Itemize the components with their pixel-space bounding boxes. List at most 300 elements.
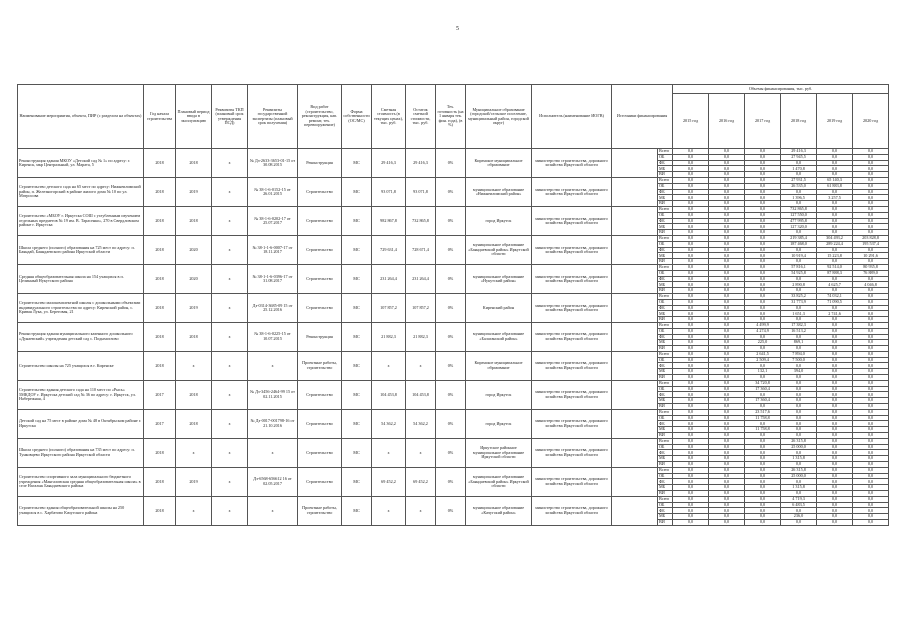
row-value: 0,0 [745, 149, 781, 155]
row-value: 0,0 [709, 375, 745, 381]
row-value: 0,0 [781, 201, 817, 207]
row-source-label: ОБ [658, 154, 673, 160]
row-value: 0,0 [673, 247, 709, 253]
row-value: 0,0 [817, 201, 853, 207]
row-value: 0,0 [817, 456, 853, 462]
row-value: 0,0 [673, 166, 709, 172]
row-source-label: ВИ [658, 201, 673, 207]
row-readiness: 0% [436, 149, 466, 178]
row-value: 0,0 [745, 317, 781, 323]
row-value: 0,0 [673, 224, 709, 230]
row-value: 0,0 [745, 183, 781, 189]
row-value: 0,0 [673, 212, 709, 218]
row-value: 0,0 [817, 351, 853, 357]
row-spacer [612, 438, 658, 467]
row-source-label: Всего [658, 467, 673, 473]
row-value: 0,0 [853, 392, 889, 398]
row-value: 0,0 [673, 514, 709, 520]
row-value: 0,0 [673, 485, 709, 491]
row-value: 127 550,0 [781, 212, 817, 218]
row-value: 0,0 [781, 380, 817, 386]
row-value: 0,0 [709, 149, 745, 155]
row-value: 0,0 [673, 328, 709, 334]
header-volume: Объемы финансирования, тыс. руб. [673, 85, 889, 94]
row-value: 0,0 [817, 154, 853, 160]
row-value: 0,0 [673, 218, 709, 224]
row-value: 6 483,5 [781, 502, 817, 508]
row-value: 0,0 [709, 305, 745, 311]
row-year-start: 2018 [144, 149, 176, 178]
row-value: 0,0 [853, 421, 889, 427]
row-work-type: Реконструкция [298, 149, 342, 178]
row-source-label: МБ [658, 166, 673, 172]
row-value: 289 224,4 [817, 241, 853, 247]
row-ownership: МС [342, 293, 372, 322]
row-year-end: х [176, 496, 212, 525]
row-work-type: Реконструкция [298, 322, 342, 351]
row-value: 0,0 [817, 357, 853, 363]
row-cost: 107 857,2 [372, 293, 406, 322]
row-value: 0,0 [817, 404, 853, 410]
row-value: 0,0 [817, 259, 853, 265]
row-value: 0,0 [817, 398, 853, 404]
row-value: 0,0 [673, 183, 709, 189]
row-value: 0,0 [817, 247, 853, 253]
row-source-label: ВИ [658, 288, 673, 294]
row-value: 0,0 [853, 340, 889, 346]
row-value: 0,0 [709, 485, 745, 491]
row-spacer [612, 496, 658, 525]
row-value: 0,0 [709, 183, 745, 189]
row-gos: № 38-1-1-6-0396-17 от 31.08.2017 [248, 264, 298, 293]
row-cost: 231 264,4 [372, 264, 406, 293]
row-value: 0,0 [745, 473, 781, 479]
row-source-label: ВИ [658, 346, 673, 352]
row-value: 0,0 [673, 467, 709, 473]
row-value: 0,0 [781, 189, 817, 195]
row-value: 0,0 [709, 520, 745, 526]
row-value: 0,0 [781, 421, 817, 427]
row-value: 0,0 [817, 514, 853, 520]
row-source-label: Всего [658, 351, 673, 357]
row-value: 0,0 [817, 491, 853, 497]
row-work-type: Строительство [298, 264, 342, 293]
row-executor: министерство строительства, дорожного хозяйства Иркутской области [532, 264, 612, 293]
header-year-2015: 2015 год [673, 94, 709, 149]
row-source-label: Всего [658, 380, 673, 386]
row-ttk: х [212, 264, 248, 293]
row-source-label: Всего [658, 149, 673, 155]
row-value: 0,0 [709, 450, 745, 456]
row-spacer [612, 322, 658, 351]
row-value: 0,0 [781, 247, 817, 253]
row-executor: министерство строительства, дорожного хозяйства Иркутской области [532, 496, 612, 525]
row-source-label: Всего [658, 322, 673, 328]
row-value: 0,0 [709, 502, 745, 508]
row-value: 0,0 [781, 386, 817, 392]
row-source-label: ОБ [658, 299, 673, 305]
row-value: 0,0 [673, 334, 709, 340]
row-value: 80 935,8 [853, 264, 889, 270]
row-value: 1 470,8 [781, 166, 817, 172]
row-year-end: 2018 [176, 380, 212, 409]
row-ttk: х [212, 496, 248, 525]
row-value: 0,0 [709, 392, 745, 398]
row-value: 0,0 [745, 375, 781, 381]
row-value: 0,0 [673, 206, 709, 212]
row-value: 0,0 [853, 299, 889, 305]
row-value: 0,0 [853, 230, 889, 236]
row-value: 0,0 [709, 421, 745, 427]
row-value: 0,0 [853, 467, 889, 473]
row-value: 29 416,3 [781, 149, 817, 155]
row-ownership: МС [342, 467, 372, 496]
row-value: 0,0 [853, 496, 889, 502]
row-ownership: МС [342, 235, 372, 264]
row-readiness: 0% [436, 351, 466, 380]
row-value: 0,0 [673, 462, 709, 468]
row-gos: Дз-0314-3685-09 15 от 25.12.2016 [248, 293, 298, 322]
row-value: 0,0 [673, 380, 709, 386]
row-value: 0,0 [709, 404, 745, 410]
row-value: 0,0 [673, 253, 709, 259]
row-source-label: ФБ [658, 334, 673, 340]
header-executor: Исполнитель (наименование ИОГВ) [532, 85, 612, 149]
row-gos: № 38-1-6-0152-15 от 26.01.2015 [248, 177, 298, 206]
row-value: 0,0 [673, 479, 709, 485]
row-value: 0,0 [673, 357, 709, 363]
row-value: 0,0 [817, 485, 853, 491]
row-source-label: МБ [658, 224, 673, 230]
row-spacer [612, 351, 658, 380]
row-value: 0,0 [781, 433, 817, 439]
row-source-label: МБ [658, 398, 673, 404]
row-residual: 104 453,8 [406, 380, 436, 409]
row-value: 0,0 [709, 264, 745, 270]
row-value: 0,0 [817, 340, 853, 346]
row-name: Строительство малокомплектной школы с дошкольными объектами индивидуального строительства по адресу: Киренский район, с. Кривая Лука, ул. Береговая, 21 [18, 293, 144, 322]
row-source-label: МБ [658, 456, 673, 462]
row-ttk: х [212, 177, 248, 206]
row-source-label: ФБ [658, 160, 673, 166]
row-value: 0,0 [673, 149, 709, 155]
row-source-label: ФБ [658, 421, 673, 427]
row-value: 0,0 [709, 427, 745, 433]
row-year-start: 2017 [144, 380, 176, 409]
row-ttk: х [212, 235, 248, 264]
row-year-start: 2018 [144, 496, 176, 525]
row-value: 0,0 [853, 502, 889, 508]
row-value: 0,0 [817, 346, 853, 352]
row-source-label: Всего [658, 206, 673, 212]
row-work-type: Проектные работы, строительство [298, 496, 342, 525]
row-value: 0,0 [853, 276, 889, 282]
row-value: 0,0 [745, 404, 781, 410]
row-ttk: х [212, 206, 248, 235]
row-executor: министерство строительства, дорожного хозяйства Иркутской области [532, 177, 612, 206]
row-value: 0,0 [781, 276, 817, 282]
row-source-label: ВИ [658, 317, 673, 323]
row-value: 225,0 [745, 340, 781, 346]
row-value: 0,0 [745, 444, 781, 450]
row-value: 0,0 [709, 212, 745, 218]
row-value: 7 894,0 [781, 351, 817, 357]
row-executor: министерство строительства, дорожного хозяйства Иркутской области [532, 438, 612, 467]
header-year-2019: 2019 год [817, 94, 853, 149]
row-value: 0,0 [709, 166, 745, 172]
row-ttk: х [212, 351, 248, 380]
row-value: 0,0 [817, 520, 853, 526]
row-value: 0,0 [853, 259, 889, 265]
row-value: 0,0 [745, 450, 781, 456]
row-value: 0,0 [709, 462, 745, 468]
row-value: 0,0 [745, 502, 781, 508]
row-value: 0,0 [817, 375, 853, 381]
row-ownership: МС [342, 496, 372, 525]
row-value: 0,0 [853, 328, 889, 334]
row-source-label: МБ [658, 282, 673, 288]
row-source-label: ВИ [658, 491, 673, 497]
row-cost: 104 453,8 [372, 380, 406, 409]
row-value: 0,0 [817, 496, 853, 502]
row-readiness: 0% [436, 293, 466, 322]
row-value: 0,0 [853, 386, 889, 392]
row-year-start: 2018 [144, 235, 176, 264]
row-cost: х [372, 351, 406, 380]
row-municipal: муниципальное образование «Балаганский район» [466, 322, 532, 351]
row-source-label: ОБ [658, 328, 673, 334]
row-value: 26 535,0 [781, 183, 817, 189]
row-gos: № Дз-2633-3653-01-15 от 30.08.2015 [248, 149, 298, 178]
row-value: 11 758,8 [745, 415, 781, 421]
row-value: 0,0 [673, 259, 709, 265]
row-value: 195 537,4 [853, 241, 889, 247]
row-value: 0,0 [853, 189, 889, 195]
row-work-type: Строительство [298, 293, 342, 322]
row-municipal: Иркутское районное муниципальное образование Иркутской области [466, 438, 532, 467]
row-value: 0,0 [709, 259, 745, 265]
row-ownership: МС [342, 149, 372, 178]
row-value: 0,0 [709, 195, 745, 201]
row-value: 0,0 [745, 247, 781, 253]
row-value: 0,0 [709, 340, 745, 346]
row-value: 0,0 [673, 235, 709, 241]
row-value: 0,0 [709, 491, 745, 497]
header-gos: Реквизиты государственной экспертизы (плановый срок получения) [248, 85, 298, 149]
row-value: 0,0 [709, 189, 745, 195]
row-value: 0,0 [745, 201, 781, 207]
row-value: 0,0 [709, 456, 745, 462]
row-value: 203 828,8 [853, 235, 889, 241]
row-value: 0,0 [853, 444, 889, 450]
row-value: 0,0 [709, 218, 745, 224]
header-year-2020: 2020 год [853, 94, 889, 149]
row-value: 0,0 [781, 398, 817, 404]
row-gos: № 38-1-6-0225-15 от 10.07.2015 [248, 322, 298, 351]
row-spacer [612, 467, 658, 496]
row-source-label: ФБ [658, 247, 673, 253]
page-number: 5 [456, 26, 459, 32]
row-value: 74 032,1 [817, 293, 853, 299]
row-value: 0,0 [853, 380, 889, 386]
row-municipal: город Иркутск [466, 206, 532, 235]
row-source-label: ВИ [658, 462, 673, 468]
row-source-label: ФБ [658, 508, 673, 514]
row-value: 0,0 [709, 253, 745, 259]
row-value: 0,0 [745, 392, 781, 398]
row-value: 0,0 [673, 363, 709, 369]
row-year-start: 2018 [144, 351, 176, 380]
row-value: 0,0 [817, 334, 853, 340]
row-year-end: 2020 [176, 235, 212, 264]
row-value: 0,0 [709, 276, 745, 282]
row-value: 1 396,5 [781, 195, 817, 201]
row-value: 0,0 [673, 496, 709, 502]
row-value: 0,0 [745, 160, 781, 166]
row-cost: х [372, 438, 406, 467]
row-gos: № 38-1-1-6-0007-17 от 18.11.2017 [248, 235, 298, 264]
row-value: 732 865,8 [781, 206, 817, 212]
row-year-end: х [176, 351, 212, 380]
header-readiness: Тех. готовность (на 1 января тек. фин. года), (в %) [436, 85, 466, 149]
row-value: 0,0 [745, 212, 781, 218]
row-year-start: 2017 [144, 409, 176, 438]
row-value: 0,0 [781, 520, 817, 526]
row-value: 0,0 [853, 288, 889, 294]
row-value: 0,0 [673, 404, 709, 410]
row-source-label: Всего [658, 293, 673, 299]
row-ownership: МС [342, 322, 372, 351]
row-value: 0,0 [781, 305, 817, 311]
row-value: 0,0 [673, 433, 709, 439]
row-value: 0,0 [817, 317, 853, 323]
row-value: 0,0 [781, 404, 817, 410]
row-value: 2 509,4 [745, 357, 781, 363]
row-name: Строительство здания детского сада на 110 мест по «Рысь» 5МКДОУ г. Иркутска детский сад № 36 по адресу: г. Иркутск, ул. Набережная, 4 [18, 380, 144, 409]
row-executor: министерство строительства, дорожного хозяйства Иркутской области [532, 235, 612, 264]
row-value: 0,0 [853, 293, 889, 299]
row-municipal: город Иркутск [466, 380, 532, 409]
row-value: 0,0 [673, 340, 709, 346]
row-value: 0,0 [673, 154, 709, 160]
row-value: 0,0 [853, 224, 889, 230]
row-value: 0,0 [709, 270, 745, 276]
row-value: 16 513,2 [781, 328, 817, 334]
row-value: 0,0 [853, 346, 889, 352]
row-value: 0,0 [709, 172, 745, 178]
row-value: 0,0 [781, 317, 817, 323]
row-value: 0,0 [817, 473, 853, 479]
row-value: 10 291,6 [853, 253, 889, 259]
row-gos: Дз-6568-656612 16 от 02.05.2017 [248, 467, 298, 496]
row-value: 0,0 [853, 218, 889, 224]
row-value: 25 000,0 [781, 473, 817, 479]
row-work-type: Строительство [298, 177, 342, 206]
row-work-type: Строительство [298, 467, 342, 496]
row-spacer [612, 409, 658, 438]
row-value: 0,0 [853, 438, 889, 444]
row-value: 0,0 [853, 172, 889, 178]
row-source-label: МБ [658, 514, 673, 520]
row-value: 0,0 [853, 195, 889, 201]
row-value: 4 046,8 [853, 282, 889, 288]
header-year-2017: 2017 год [745, 94, 781, 149]
header-work-type: Вид работ (строительство, реконструкция, кап. ремонт, тех. перевооружение) [298, 85, 342, 149]
row-readiness: 0% [436, 177, 466, 206]
row-cost: 29 416,3 [372, 149, 406, 178]
row-value: 0,0 [673, 317, 709, 323]
row-value: 0,0 [781, 462, 817, 468]
row-value: 0,0 [709, 357, 745, 363]
row-value: 0,0 [745, 172, 781, 178]
row-value: 0,0 [709, 311, 745, 317]
row-value: 0,0 [817, 172, 853, 178]
row-value: 0,0 [745, 235, 781, 241]
row-work-type: Строительство [298, 380, 342, 409]
row-value: 0,0 [709, 288, 745, 294]
row-residual: 728 671,4 [406, 235, 436, 264]
row-value: 0,0 [853, 508, 889, 514]
investment-table [17, 84, 889, 526]
row-source-label: Всего [658, 177, 673, 183]
row-source-label: МБ [658, 253, 673, 259]
row-value: 132,1 [745, 369, 781, 375]
row-value: 0,0 [817, 427, 853, 433]
row-name: Строительство здания общеобразовательной школы на 250 учащихся в с. Харбатово Качугского района [18, 496, 144, 525]
row-spacer [612, 206, 658, 235]
row-source-label: ФБ [658, 189, 673, 195]
row-value: 57 816,1 [781, 264, 817, 270]
row-value: 0,0 [709, 241, 745, 247]
row-source-label: ОБ [658, 473, 673, 479]
row-value: 0,0 [673, 473, 709, 479]
row-value: 0,0 [781, 491, 817, 497]
row-value: 0,0 [853, 520, 889, 526]
row-source-label: МБ [658, 340, 673, 346]
row-year-start: 2018 [144, 177, 176, 206]
row-value: 0,0 [709, 346, 745, 352]
row-value: 0,0 [745, 462, 781, 468]
row-value: 0,0 [673, 351, 709, 357]
header-ownership: Форма собственности (ОС/МС) [342, 85, 372, 149]
table-row [18, 380, 889, 386]
row-value: 65 140,3 [817, 177, 853, 183]
row-value: 0,0 [745, 433, 781, 439]
row-value: 0,0 [709, 438, 745, 444]
row-value: 0,0 [817, 462, 853, 468]
row-value: 0,0 [709, 380, 745, 386]
row-value: 0,0 [817, 276, 853, 282]
row-value: 0,0 [745, 491, 781, 497]
row-readiness: 0% [436, 322, 466, 351]
row-gos: № Дз-3456-2464-99 15 от 02.11.2015 [248, 380, 298, 409]
row-readiness: 0% [436, 206, 466, 235]
row-value: 0,0 [781, 346, 817, 352]
row-value: 0,0 [853, 514, 889, 520]
row-value: 0,0 [781, 259, 817, 265]
row-source-label: ФБ [658, 363, 673, 369]
row-value: 0,0 [817, 380, 853, 386]
row-readiness: 0% [436, 409, 466, 438]
row-value: 0,0 [817, 438, 853, 444]
row-name: Строительство школы на 725 учащихся в г. Киренске [18, 351, 144, 380]
row-gos: х [248, 496, 298, 525]
row-residual: 231 264,4 [406, 264, 436, 293]
row-residual: 69 452,2 [406, 467, 436, 496]
row-value: 0,0 [709, 508, 745, 514]
row-value: 27 945,5 [781, 154, 817, 160]
row-value: 0,0 [709, 235, 745, 241]
